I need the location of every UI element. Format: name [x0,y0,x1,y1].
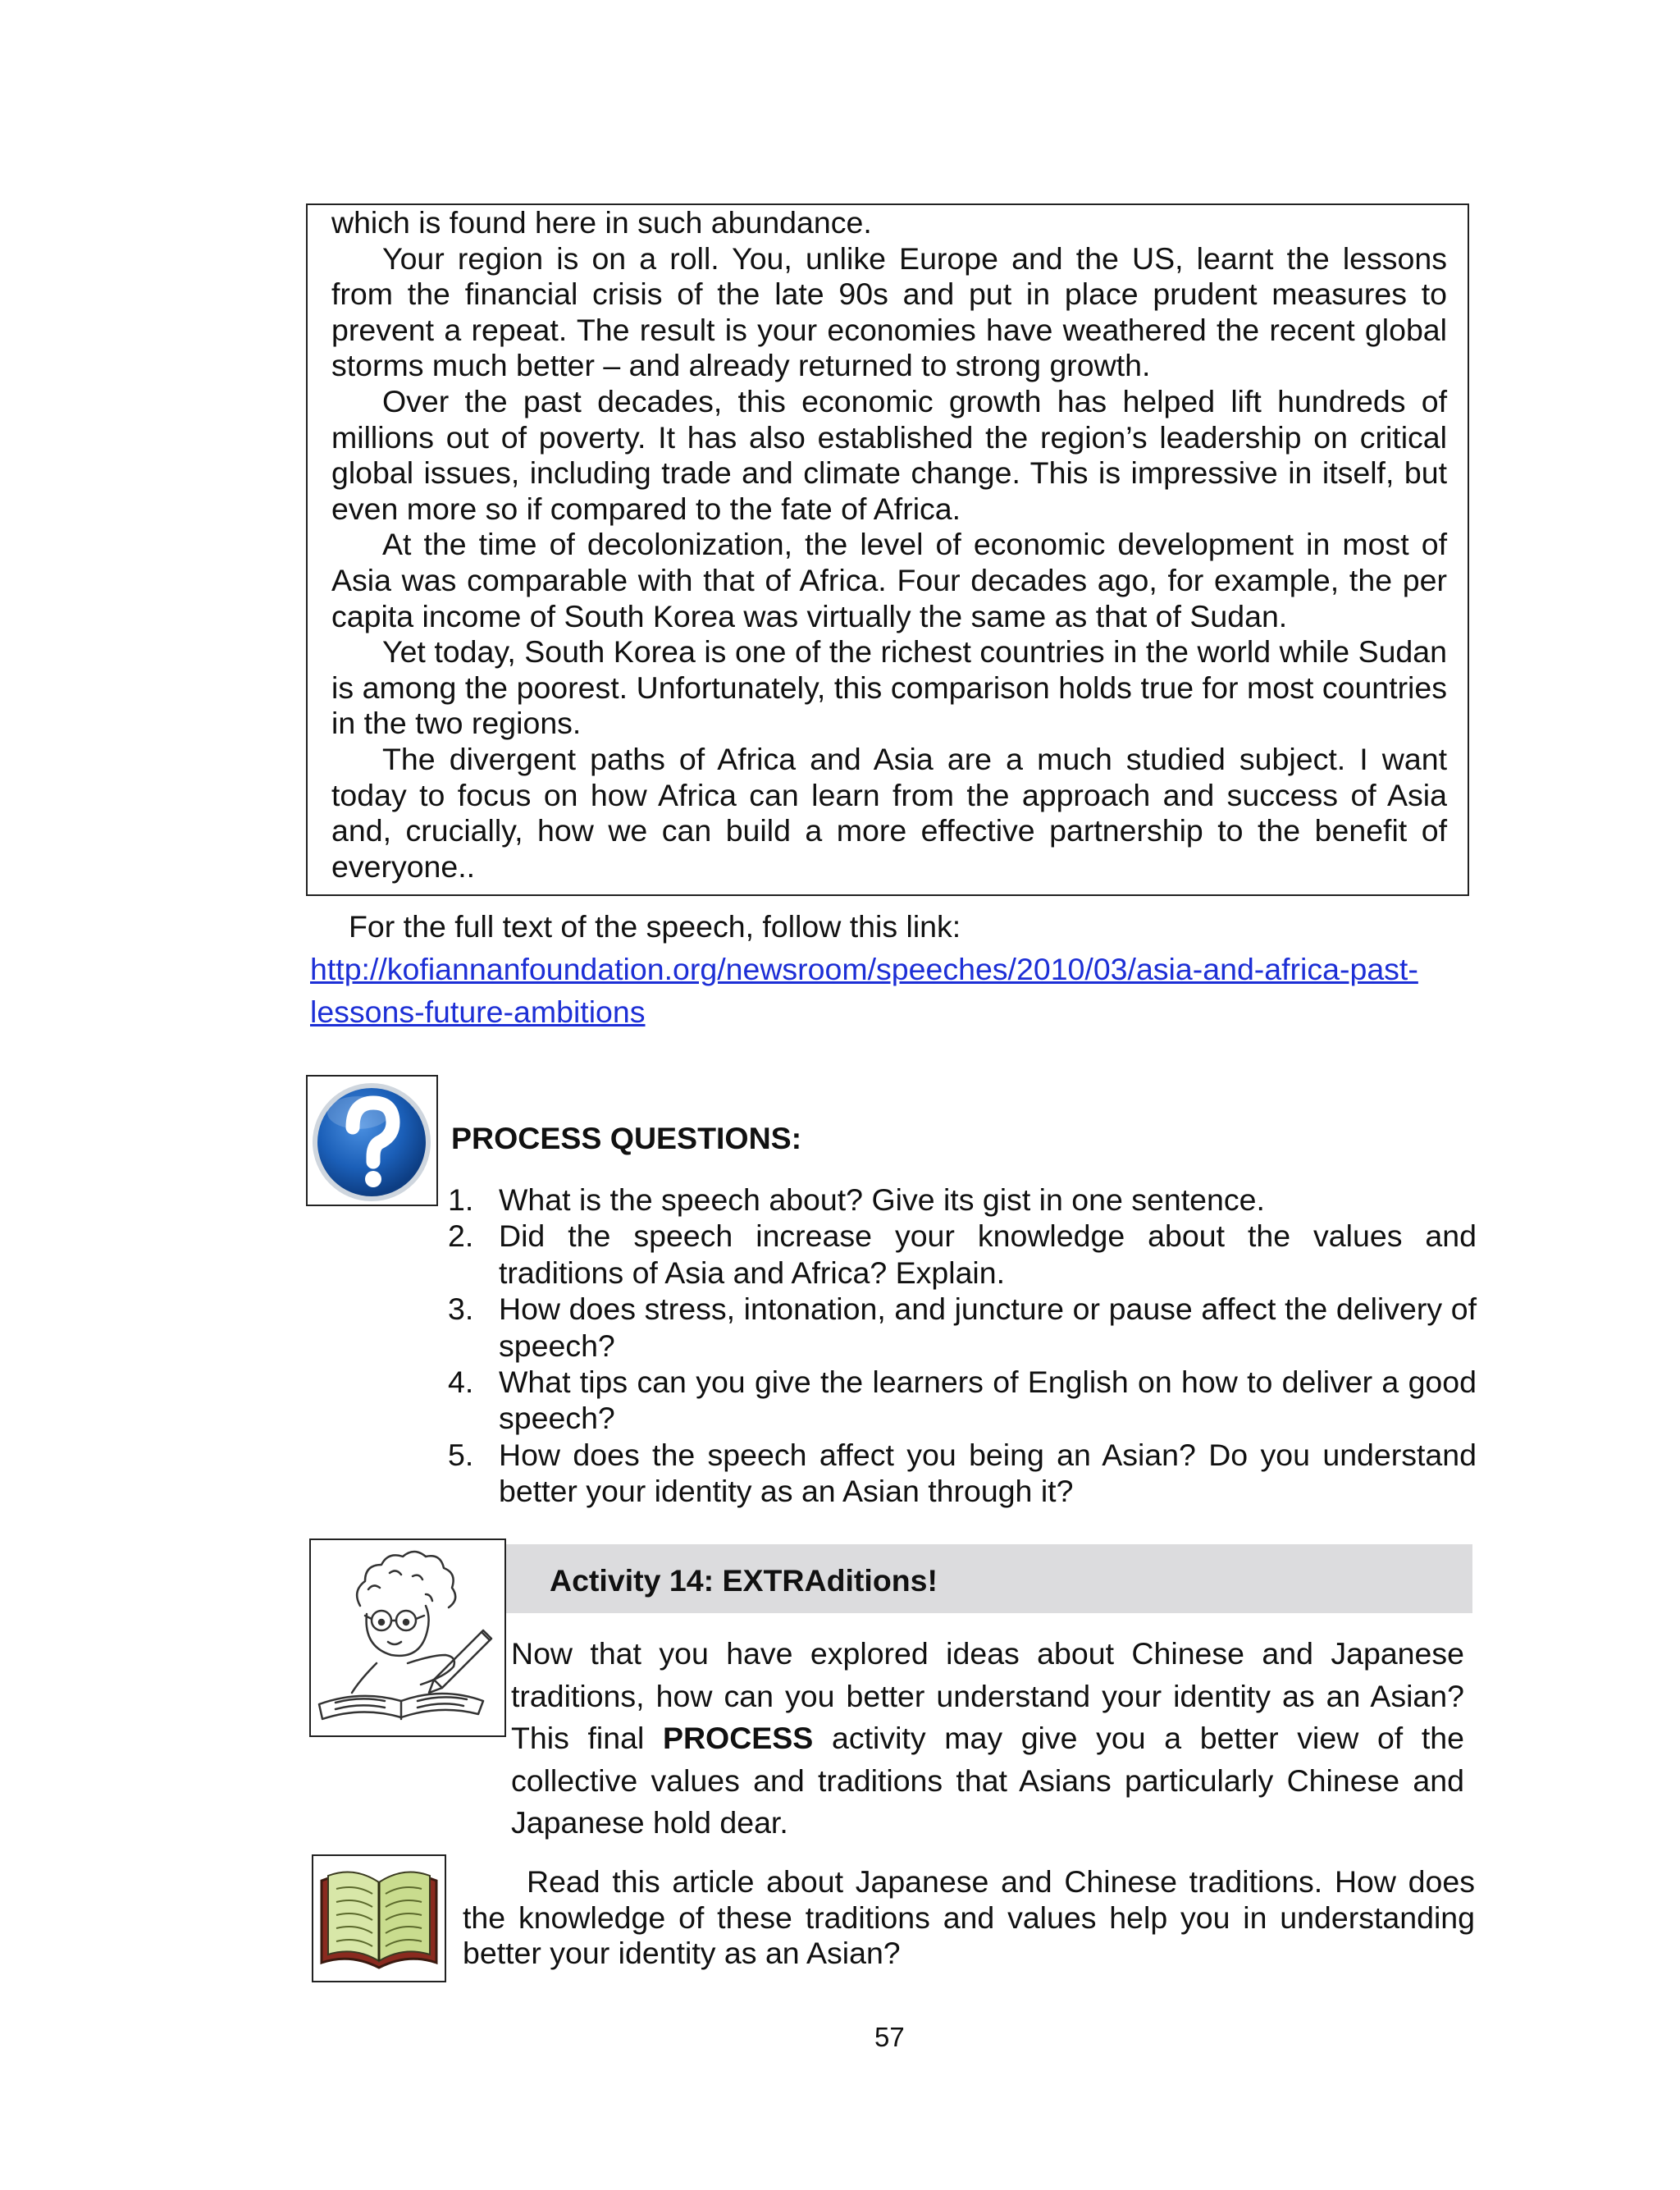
speech-paragraph: Yet today, South Korea is one of the richest countries in the world while Sudan is among the poorest. Unfortunately, this comparison holds true for most countries in the two regions. [331,634,1447,741]
speech-paragraph: At the time of decolonization, the level of economic development in most of Asia was comparable with that of Africa. Four decades ago, for example, the per capita income of South Korea was virtually the same as that of Sudan. [331,527,1447,633]
reading-icon-frame [312,1854,446,1982]
speech-paragraph: Your region is on a roll. You, unlike Europe and the US, learnt the lessons from the financial crisis of the late 90s and put in place prudent measures to prevent a repeat. The result is your economies have weathered the recent global storms much better – and already returned to strong growth. [331,240,1447,383]
list-item: 3. How does stress, intonation, and juncture or pause affect the delivery of speech? [448,1292,1477,1363]
speech-paragraph: which is found here in such abundance. [331,205,872,240]
list-item: 4. What tips can you give the learners of English on how to deliver a good speech? [448,1365,1477,1436]
speech-full-text-link[interactable]: http://kofiannanfoundation.org/newsroom/speeches/2010/03/asia-and-africa-past-lessons-future-ambitions [310,952,1418,1029]
student-writing-icon [311,1540,504,1735]
speech-paragraph: The divergent paths of Africa and Asia are a much studied subject. I want today to focus on how Africa can learn from the approach and success of Asia and, crucially, how we can build a more effective partnership to the benefit of everyone.. [331,741,1447,884]
list-item: 2. Did the speech increase your knowledge about the values and traditions of Asia and Africa? Explain. [448,1218,1477,1290]
question-mark-icon [308,1077,436,1205]
list-item: 1. What is the speech about? Give its gist in one sentence. [448,1182,1265,1217]
link-intro-text: For the full text of the speech, follow this link: [349,909,961,944]
list-item: 5. How does the speech affect you being an Asian? Do you understand better your identity as an Asian through it? [448,1437,1477,1509]
process-emphasis: PROCESS [662,1721,814,1755]
speech-paragraph: Over the past decades, this economic growth has helped lift hundreds of millions out of poverty. It has also established the region’s leadership on critical global issues, including trade and climate change. This is impressive in itself, but even more so if compared to the fate of Africa. [331,383,1447,526]
speech-excerpt-box [306,203,1469,896]
process-questions-title: PROCESS QUESTIONS: [451,1121,802,1155]
activity-instructions: Now that you have explored ideas about Chinese and Japanese traditions, how can you better understand your identity as an Asian? This final PROCESS activity may give you a better view of the collective values and traditions that Asians particularly Chinese and Japanese hold dear. [511,1636,1464,1840]
activity-title: Activity 14: EXTRAditions! [550,1563,938,1598]
page-number: 57 [874,2022,905,2052]
reading-instructions: Read this article about Japanese and Chinese traditions. How does the knowledge of these traditions and values help you in understanding better your identity as an Asian? [463,1864,1475,1971]
activity-icon-frame [309,1538,506,1737]
process-questions-icon-frame [306,1075,438,1206]
process-questions-list [448,1182,1477,1510]
open-book-icon [313,1856,445,1981]
